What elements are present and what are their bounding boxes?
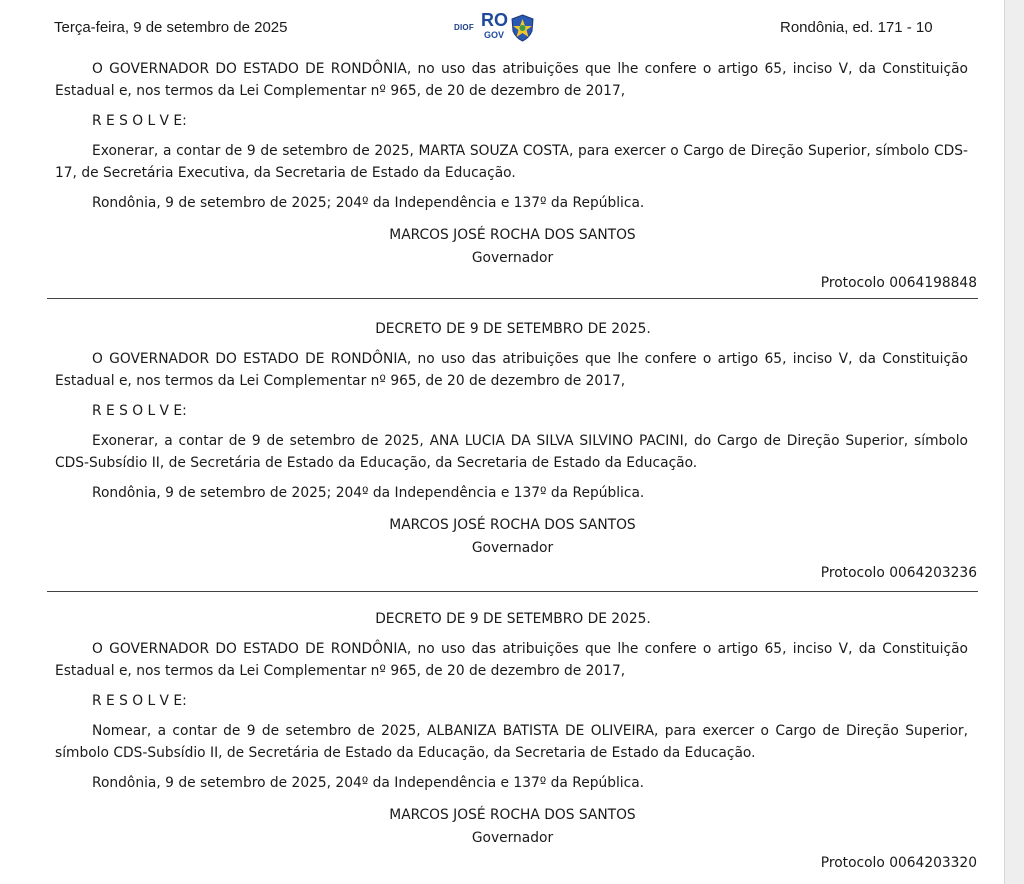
signer-name: MARCOS JOSÉ ROCHA DOS SANTOS [389,807,636,823]
diof-logo [454,10,538,45]
decree-action: Nomear, a contar de 9 de setembro de 2025, ALBANIZA BATISTA DE OLIVEIRA, para exercer o Cargo de Direção Superior, símbolo CDS-Subsídio II, de Secretária de Estado da Educação, da Secretaria de Estado da Educação. [55,723,968,761]
decree-action: Exonerar, a contar de 9 de setembro de 2025, ANA LUCIA DA SILVA SILVINO PACINI, do Cargo de Direção Superior, símbolo CDS-Subsídio II, de Secretária de Estado da Educação, da Secretaria de Estado da Educação. [55,433,968,471]
decree-resolve: R E S O L V E: [92,693,187,709]
decree-signature [55,804,968,850]
decree-place-date: Rondônia, 9 de setembro de 2025; 204º da Independência e 137º da República. [92,485,645,501]
decree-place-date: Rondônia, 9 de setembro de 2025, 204º da Independência e 137º da República. [92,775,645,791]
section-divider [47,298,978,299]
page-header [0,0,1004,50]
decree-protocol: Protocolo 0064198848 [820,275,977,291]
decree-preamble: O GOVERNADOR DO ESTADO DE RONDÔNIA, no uso das atribuições que lhe confere o artigo 65, inciso V, da Constituição Estadual e, nos termos da Lei Complementar nº 965, de 20 de dezembro de 2017, [55,351,968,389]
decrees-content [55,58,977,874]
header-date: Terça-feira, 9 de setembro de 2025 [54,19,288,36]
decree-item [55,608,977,874]
decree-preamble: O GOVERNADOR DO ESTADO DE RONDÔNIA, no uso das atribuições que lhe confere o artigo 65, inciso V, da Constituição Estadual e, nos termos da Lei Complementar nº 965, de 20 de dezembro de 2017, [55,61,968,99]
header-edition: Rondônia, ed. 171 - 10 [780,19,933,36]
state-seal-icon [510,14,535,42]
decree-resolve: R E S O L V E: [92,113,187,129]
decree-title: DECRETO DE 9 DE SETEMBRO DE 2025. [375,611,651,627]
decree-title: DECRETO DE 9 DE SETEMBRO DE 2025. [375,321,651,337]
signer-name: MARCOS JOSÉ ROCHA DOS SANTOS [389,517,636,533]
decree-action: Exonerar, a contar de 9 de setembro de 2025, MARTA SOUZA COSTA, para exercer o Cargo de Direção Superior, símbolo CDS-17, de Secretária Executiva, da Secretaria de Estado da Educação. [55,143,968,181]
logo-ro-text: RO [481,10,508,30]
logo-gov-text: GOV [484,30,505,40]
section-divider [47,591,978,592]
decree-protocol: Protocolo 0064203236 [820,565,977,581]
decree-resolve: R E S O L V E: [92,403,187,419]
logo-diof-text: DIOF [454,23,474,32]
decree-place-date: Rondônia, 9 de setembro de 2025; 204º da Independência e 137º da República. [92,195,645,211]
signer-role: Governador [471,830,554,846]
signer-name: MARCOS JOSÉ ROCHA DOS SANTOS [389,227,636,243]
decree-signature [55,224,968,270]
decree-protocol: Protocolo 0064203320 [820,855,977,871]
decree-signature [55,514,968,560]
decree-item [55,318,977,584]
decree-item [55,58,977,294]
signer-role: Governador [471,540,554,556]
decree-preamble: O GOVERNADOR DO ESTADO DE RONDÔNIA, no uso das atribuições que lhe confere o artigo 65, inciso V, da Constituição Estadual e, nos termos da Lei Complementar nº 965, de 20 de dezembro de 2017, [55,641,968,679]
signer-role: Governador [471,250,554,266]
